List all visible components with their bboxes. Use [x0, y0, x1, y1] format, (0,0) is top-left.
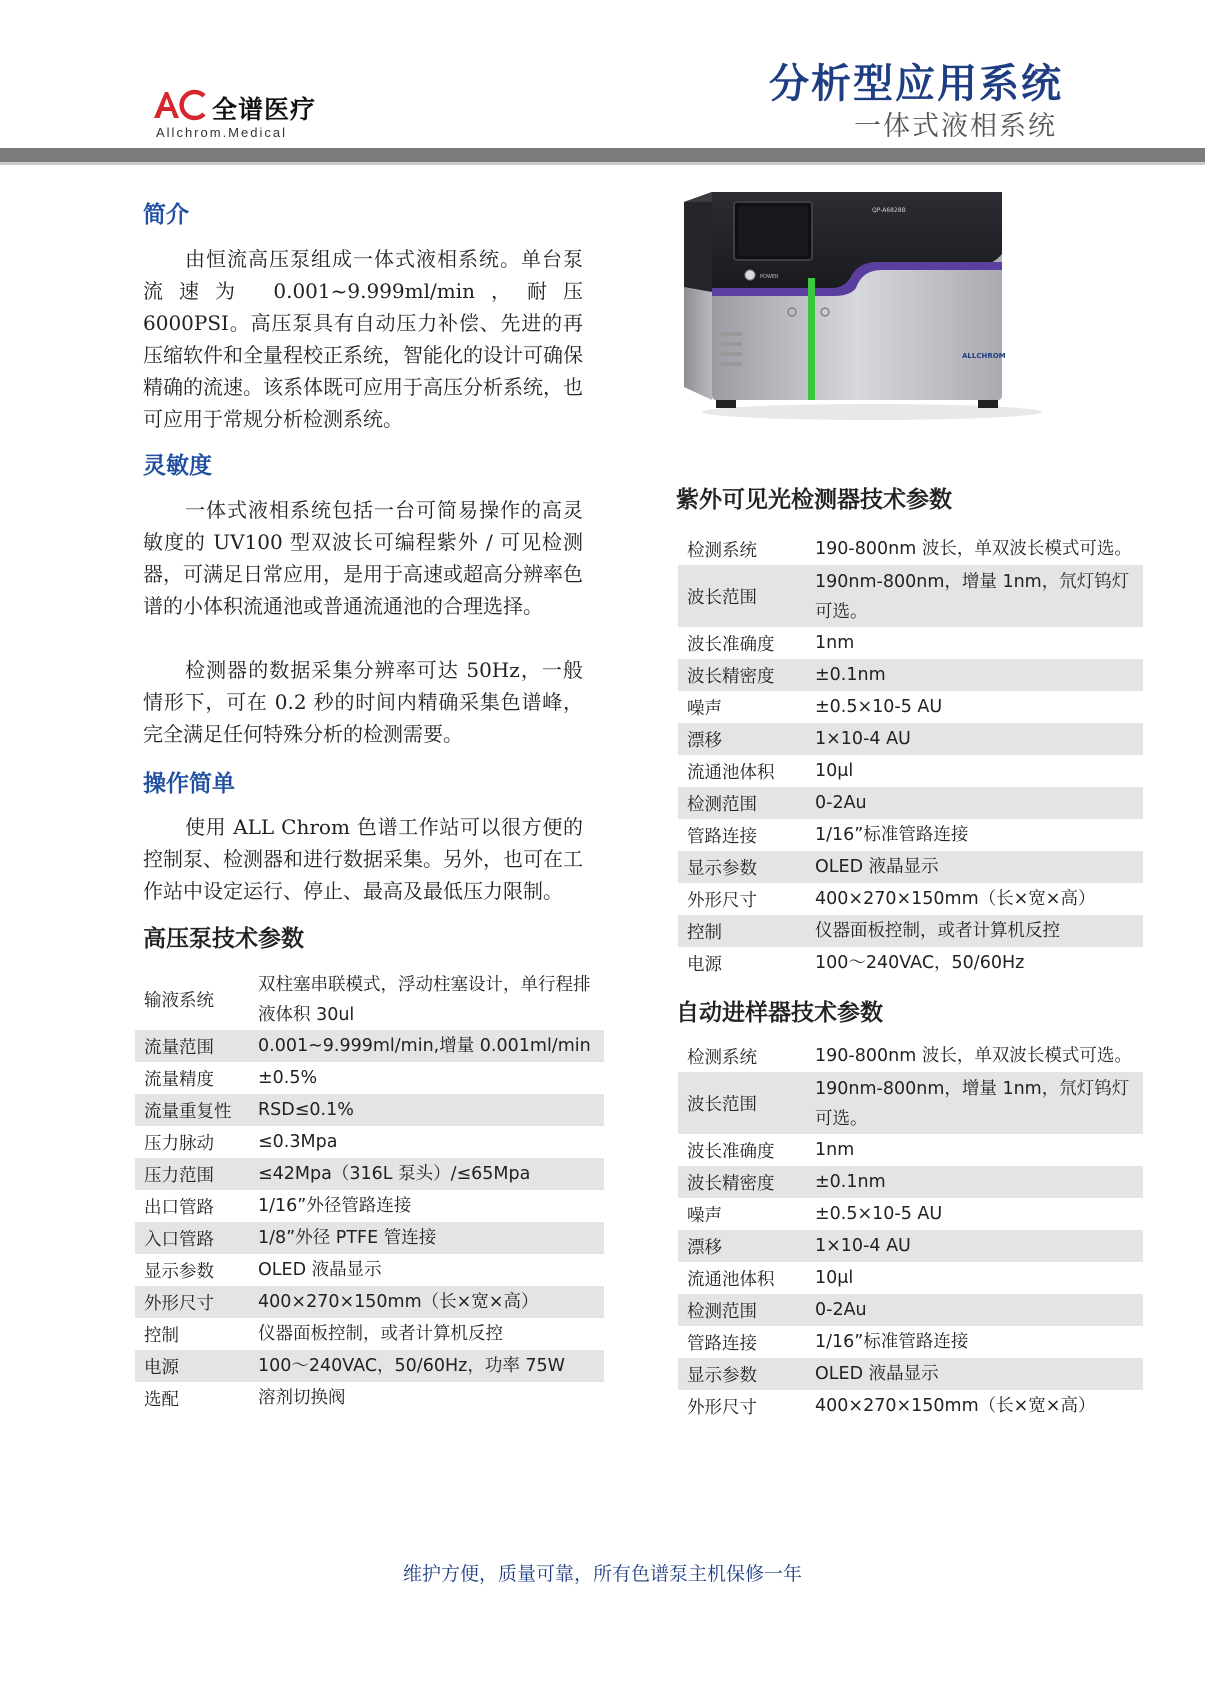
table-row: [678, 755, 1143, 787]
spec-value: 0.001~9.999ml/min,增量 0.001ml/min: [258, 1036, 591, 1056]
table-row: [678, 1230, 1143, 1262]
spec-value: OLED 液晶显示: [815, 1364, 939, 1384]
logo-chinese-name: 全谱医疗: [212, 95, 317, 124]
spec-label: 控制: [144, 1325, 179, 1346]
table-row: [678, 1072, 1143, 1134]
spec-label: 流通池体积: [687, 1269, 775, 1290]
sampler-table-title: 自动进样器技术参数: [676, 1000, 883, 1026]
logo-english-name: Allchrom.Medical: [156, 125, 287, 140]
autosampler-spec-table: [678, 1040, 1143, 1422]
table-row: [678, 947, 1143, 979]
table-row: [678, 1326, 1143, 1358]
spec-label: 选配: [144, 1389, 179, 1410]
spec-label: 显示参数: [687, 858, 757, 879]
spec-label: 显示参数: [144, 1261, 214, 1282]
spec-label: 流量范围: [144, 1037, 214, 1058]
table-row: [678, 533, 1143, 565]
table-row: [678, 565, 1143, 627]
spec-value: 400×270×150mm（长×宽×高）: [815, 889, 1096, 909]
spec-label: 外形尺寸: [687, 1397, 757, 1418]
company-logo: [152, 88, 332, 144]
spec-label: 管路连接: [687, 826, 757, 847]
hplc-instrument-image: [672, 182, 1052, 422]
spec-value: 仪器面板控制，或者计算机反控: [815, 921, 1060, 941]
pump-spec-table: [135, 968, 604, 1414]
spec-label: 波长准确度: [687, 1141, 775, 1162]
spec-value: 100～240VAC，50/60Hz，功率 75W: [258, 1356, 565, 1376]
spec-value: ±0.5×10-5 AU: [815, 1204, 943, 1224]
spec-value: OLED 液晶显示: [258, 1260, 382, 1280]
spec-value: 1/16”标准管路连接: [815, 1332, 969, 1352]
table-row: [678, 1294, 1143, 1326]
uv-detector-spec-table: [678, 533, 1143, 979]
spec-value: 190-800nm 波长，单双波长模式可选。: [815, 539, 1132, 559]
table-row: [678, 1040, 1143, 1072]
table-row: [135, 968, 604, 1030]
spec-value: 0-2Au: [815, 1300, 867, 1320]
spec-label: 波长范围: [687, 587, 757, 608]
spec-value: 1nm: [815, 1140, 855, 1160]
spec-label: 噪声: [687, 1205, 722, 1226]
spec-value: ±0.1nm: [815, 1172, 886, 1192]
spec-value: 190nm-800nm，增量 1nm，氘灯钨灯可选。: [815, 572, 1130, 622]
sensitivity-paragraph-1: 一体式液相系统包括一台可简易操作的高灵敏度的 UV100 型双波长可编程紫外 / 可见检测器，可满足日常应用，是用于高速或超高分辨率色谱的小体积流通池或普通流通池的合理选择。: [143, 498, 583, 618]
spec-value: 190nm-800nm，增量 1nm，氘灯钨灯可选。: [815, 1079, 1130, 1129]
spec-value: 400×270×150mm（长×宽×高）: [258, 1292, 539, 1312]
spec-label: 管路连接: [687, 1333, 757, 1354]
spec-value: 400×270×150mm（长×宽×高）: [815, 1396, 1096, 1416]
table-row: [135, 1158, 604, 1190]
spec-label: 流量重复性: [144, 1101, 232, 1122]
spec-value: RSD≤0.1%: [258, 1100, 354, 1120]
power-label: POWER: [760, 274, 779, 280]
table-row: [135, 1286, 604, 1318]
footer-note: 维护方便，质量可靠，所有色谱泵主机保修一年: [402, 1563, 802, 1585]
spec-label: 漂移: [687, 730, 722, 751]
uv-table-title: 紫外可见光检测器技术参数: [676, 487, 952, 513]
section-title-operation: 操作简单: [143, 771, 235, 797]
header-divider-shadow: [0, 162, 1205, 165]
table-row: [135, 1030, 604, 1062]
spec-value: 10μl: [815, 761, 854, 781]
spec-value: 1×10-4 AU: [815, 729, 911, 749]
operation-paragraph: 使用 ALL Chrom 色谱工作站可以很方便的控制泵、检测器和进行数据采集。另外，也可在工作站中设定运行、停止、最高及最低压力限制。: [143, 815, 583, 903]
spec-value: 1/16”标准管路连接: [815, 825, 969, 845]
spec-label: 流通池体积: [687, 762, 775, 783]
brand-label: ALLCHROM: [962, 352, 1006, 360]
table-row: [135, 1350, 604, 1382]
table-row: [135, 1222, 604, 1254]
spec-label: 波长精密度: [687, 666, 775, 687]
table-row: [678, 1134, 1143, 1166]
table-row: [135, 1062, 604, 1094]
spec-value: 双柱塞串联模式，浮动柱塞设计，单行程排液体积 30ul: [258, 975, 591, 1025]
spec-label: 检测范围: [687, 794, 757, 815]
spec-value: 1/16”外径管路连接: [258, 1196, 412, 1216]
spec-label: 检测系统: [687, 540, 757, 561]
spec-label: 压力脉动: [144, 1133, 214, 1154]
table-row: [135, 1190, 604, 1222]
spec-value: 10μl: [815, 1268, 854, 1288]
pump-table-title: 高压泵技术参数: [143, 926, 304, 952]
table-row: [678, 659, 1143, 691]
spec-value: 仪器面板控制，或者计算机反控: [258, 1324, 503, 1344]
header-divider-bar: [0, 148, 1205, 162]
intro-paragraph: 由恒流高压泵组成一体式液相系统。单台泵流速为 0.001~9.999ml/min，耐压 6000PSI。高压泵具有自动压力补偿、先进的再压缩软件和全量程校正系统，智能化的设计可确保精确的流速。该系体既可应用于高压分析系统，也可应用于常规分析检测系统。: [143, 247, 583, 431]
table-row: [135, 1094, 604, 1126]
spec-label: 出口管路: [144, 1197, 214, 1218]
spec-value: 1/8”外径 PTFE 管连接: [258, 1228, 437, 1248]
table-row: [678, 627, 1143, 659]
spec-value: 190-800nm 波长，单双波长模式可选。: [815, 1046, 1132, 1066]
spec-value: OLED 液晶显示: [815, 857, 939, 877]
table-row: [678, 723, 1143, 755]
spec-label: 检测范围: [687, 1301, 757, 1322]
spec-value: 溶剂切换阀: [258, 1388, 346, 1408]
spec-label: 波长范围: [687, 1094, 757, 1115]
section-title-intro: 简介: [143, 202, 189, 228]
page-subtitle: 一体式液相系统: [854, 111, 1057, 142]
spec-value: 1nm: [815, 633, 855, 653]
spec-label: 输液系统: [144, 990, 214, 1011]
spec-value: ≤42Mpa（316L 泵头）/≤65Mpa: [258, 1164, 531, 1184]
spec-value: ±0.5×10-5 AU: [815, 697, 943, 717]
spec-label: 显示参数: [687, 1365, 757, 1386]
spec-label: 噪声: [687, 698, 722, 719]
table-row: [678, 1262, 1143, 1294]
table-row: [135, 1254, 604, 1286]
spec-label: 电源: [144, 1357, 179, 1378]
table-row: [678, 691, 1143, 723]
table-row: [678, 915, 1143, 947]
allchrom-logo-icon: [152, 88, 208, 122]
spec-label: 波长精密度: [687, 1173, 775, 1194]
table-row: [135, 1126, 604, 1158]
spec-value: 0-2Au: [815, 793, 867, 813]
page-title: 分析型应用系统: [769, 61, 1063, 107]
spec-value: ≤0.3Mpa: [258, 1132, 338, 1152]
spec-label: 外形尺寸: [687, 890, 757, 911]
spec-value: 100～240VAC，50/60Hz: [815, 953, 1025, 973]
spec-value: ±0.5%: [258, 1068, 318, 1088]
table-row: [678, 1198, 1143, 1230]
spec-label: 检测系统: [687, 1047, 757, 1068]
spec-label: 控制: [687, 922, 722, 943]
table-row: [135, 1382, 604, 1414]
spec-label: 压力范围: [144, 1165, 214, 1186]
sensitivity-paragraph-2: 检测器的数据采集分辨率可达 50Hz，一般情形下，可在 0.2 秒的时间内精确采集色谱峰，完全满足任何特殊分析的检测需要。: [143, 658, 583, 746]
spec-label: 入口管路: [144, 1229, 214, 1250]
spec-value: 1×10-4 AU: [815, 1236, 911, 1256]
spec-label: 外形尺寸: [144, 1293, 214, 1314]
svg-text:QP-A6828B: QP-A6828B: [872, 207, 906, 214]
table-row: [678, 819, 1143, 851]
table-row: [678, 851, 1143, 883]
spec-value: ±0.1nm: [815, 665, 886, 685]
spec-label: 漂移: [687, 1237, 722, 1258]
table-row: [135, 1318, 604, 1350]
spec-label: 流量精度: [144, 1069, 214, 1090]
table-row: [678, 883, 1143, 915]
section-title-sensitivity: 灵敏度: [143, 453, 212, 479]
table-row: [678, 1166, 1143, 1198]
table-row: [678, 1390, 1143, 1422]
table-row: [678, 1358, 1143, 1390]
spec-label: 电源: [687, 954, 722, 975]
spec-label: 波长准确度: [687, 634, 775, 655]
table-row: [678, 787, 1143, 819]
